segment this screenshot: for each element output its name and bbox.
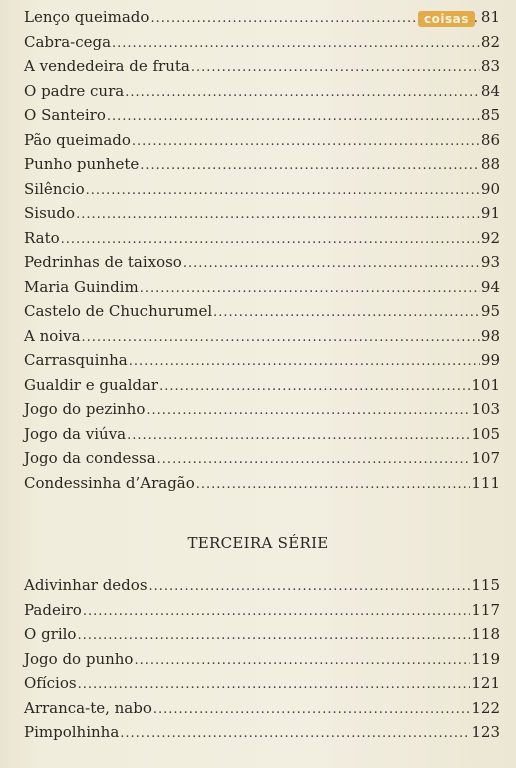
dot-leader	[127, 428, 470, 443]
toc-entry	[24, 33, 500, 58]
toc-entry-page-number: 107	[471, 449, 500, 467]
toc-entry	[24, 723, 500, 748]
dot-leader	[159, 379, 470, 394]
toc-entry-page-number: 90	[480, 179, 500, 198]
toc-entry-title: O padre cura	[24, 81, 125, 100]
dot-leader	[140, 281, 480, 296]
toc-entry-page-number: 85	[480, 106, 500, 124]
toc-entry-title: Punho punhete	[24, 155, 140, 173]
toc-entry-title: Pedrinhas de taixoso	[24, 253, 182, 271]
toc-entry	[24, 253, 500, 278]
toc-entry-title: Arranca-te, nabo	[24, 698, 152, 717]
toc-entry-title: A noiva	[24, 326, 81, 345]
toc-entry-page-number: 95	[480, 302, 500, 320]
toc-entry-title: Condessinha d’Aragão	[24, 473, 195, 492]
toc-entry	[24, 674, 500, 699]
toc-entry-page-number: 103	[471, 400, 500, 418]
dot-leader	[83, 604, 471, 619]
toc-entry	[24, 327, 500, 352]
toc-entry-title: Sisudo	[24, 204, 76, 222]
toc-entry-title: Cabra-cega	[24, 32, 112, 51]
toc-entry-page-number: 81	[480, 8, 500, 26]
toc-entry	[24, 131, 500, 156]
toc-entry	[24, 376, 500, 401]
toc-entry-title: Lenço queimado	[24, 8, 150, 26]
toc-entry-page-number: 94	[480, 277, 500, 296]
toc-entry-page-number: 123	[471, 723, 500, 741]
toc-entry	[24, 699, 500, 724]
toc-entry	[24, 601, 500, 626]
dot-leader	[183, 256, 480, 271]
dot-leader	[120, 726, 470, 741]
toc-entry	[24, 302, 500, 327]
toc-entry-title: Adivinhar dedos	[24, 576, 148, 594]
toc-list-bottom	[24, 576, 500, 748]
toc-entry-title: Jogo do pezinho	[24, 400, 146, 418]
dot-leader	[78, 677, 471, 692]
watermark-stamp: coisas	[418, 11, 475, 27]
dot-leader	[146, 403, 470, 418]
toc-entry-title: Carrasquinha	[24, 351, 128, 369]
dot-leader	[213, 305, 480, 320]
dot-leader	[107, 109, 480, 124]
toc-entry	[24, 449, 500, 474]
toc-entry-page-number: 92	[480, 228, 500, 247]
toc-entry	[24, 57, 500, 82]
toc-entry	[24, 229, 500, 254]
toc-entry	[24, 625, 500, 650]
toc-entry-page-number: 82	[480, 32, 500, 51]
toc-entry-title: Jogo da condessa	[24, 449, 156, 467]
toc-entry	[24, 400, 500, 425]
toc-entry-page-number: 105	[471, 424, 500, 443]
toc-entry-title: Ofícios	[24, 674, 77, 692]
toc-entry	[24, 474, 500, 499]
dot-leader	[191, 60, 480, 75]
toc-entry	[24, 204, 500, 229]
toc-entry-page-number: 98	[480, 326, 500, 345]
section-title: TERCEIRA SÉRIE	[187, 534, 329, 552]
toc-entry-page-number: 99	[480, 351, 500, 369]
toc-entry-title: Pimpolhinha	[24, 723, 120, 741]
toc-entry-page-number: 83	[480, 57, 500, 75]
toc-entry-title: Jogo do punho	[24, 649, 134, 668]
toc-entry-page-number: 101	[471, 375, 500, 394]
toc-entry	[24, 650, 500, 675]
dot-leader	[140, 158, 480, 173]
toc-entry-page-number: 88	[480, 155, 500, 173]
toc-entry	[24, 351, 500, 376]
toc-entry-page-number: 86	[480, 130, 500, 149]
toc-entry-page-number: 121	[471, 674, 500, 692]
dot-leader	[61, 232, 480, 247]
dot-leader	[76, 207, 480, 222]
toc-entry-page-number: 118	[471, 625, 500, 643]
toc-entry-title: Padeiro	[24, 600, 82, 619]
toc-entry	[24, 576, 500, 601]
toc-entry-page-number: 84	[480, 81, 500, 100]
toc-entry-page-number: 115	[471, 576, 500, 594]
toc-entry	[24, 82, 500, 107]
dot-leader	[129, 354, 480, 369]
toc-entry-page-number: 117	[471, 600, 500, 619]
toc-entry	[24, 155, 500, 180]
toc-entry-title: Pão queimado	[24, 130, 131, 149]
dot-leader	[86, 183, 480, 198]
toc-entry-page-number: 111	[471, 473, 500, 492]
dot-leader	[125, 85, 480, 100]
toc-entry-title: Rato	[24, 228, 60, 247]
toc-entry-title: Silêncio	[24, 179, 85, 198]
dot-leader	[132, 134, 480, 149]
toc-entry-page-number: 93	[480, 253, 500, 271]
dot-leader	[196, 477, 471, 492]
toc-entry-title: A vendedeira de fruta	[24, 57, 190, 75]
toc-entry-title: Maria Guindim	[24, 277, 139, 296]
dot-leader	[112, 36, 480, 51]
toc-entry	[24, 180, 500, 205]
toc-entry-title: Gualdir e gualdar	[24, 375, 159, 394]
dot-leader	[149, 579, 471, 594]
dot-leader	[153, 702, 470, 717]
toc-entry-title: Jogo da viúva	[24, 424, 127, 443]
toc-entry-page-number: 119	[471, 649, 500, 668]
toc-entry-title: Castelo de Chuchurumel	[24, 302, 213, 320]
toc-entry-title: O Santeiro	[24, 106, 106, 124]
toc-entry-page-number: 91	[480, 204, 500, 222]
dot-leader	[134, 653, 470, 668]
toc-entry	[24, 425, 500, 450]
toc-entry-page-number: 122	[471, 698, 500, 717]
dot-leader	[77, 628, 470, 643]
dot-leader	[157, 452, 471, 467]
toc-entry-title: O grilo	[24, 625, 77, 643]
toc-list-top	[24, 8, 500, 498]
toc-entry	[24, 278, 500, 303]
dot-leader	[82, 330, 480, 345]
toc-entry	[24, 106, 500, 131]
